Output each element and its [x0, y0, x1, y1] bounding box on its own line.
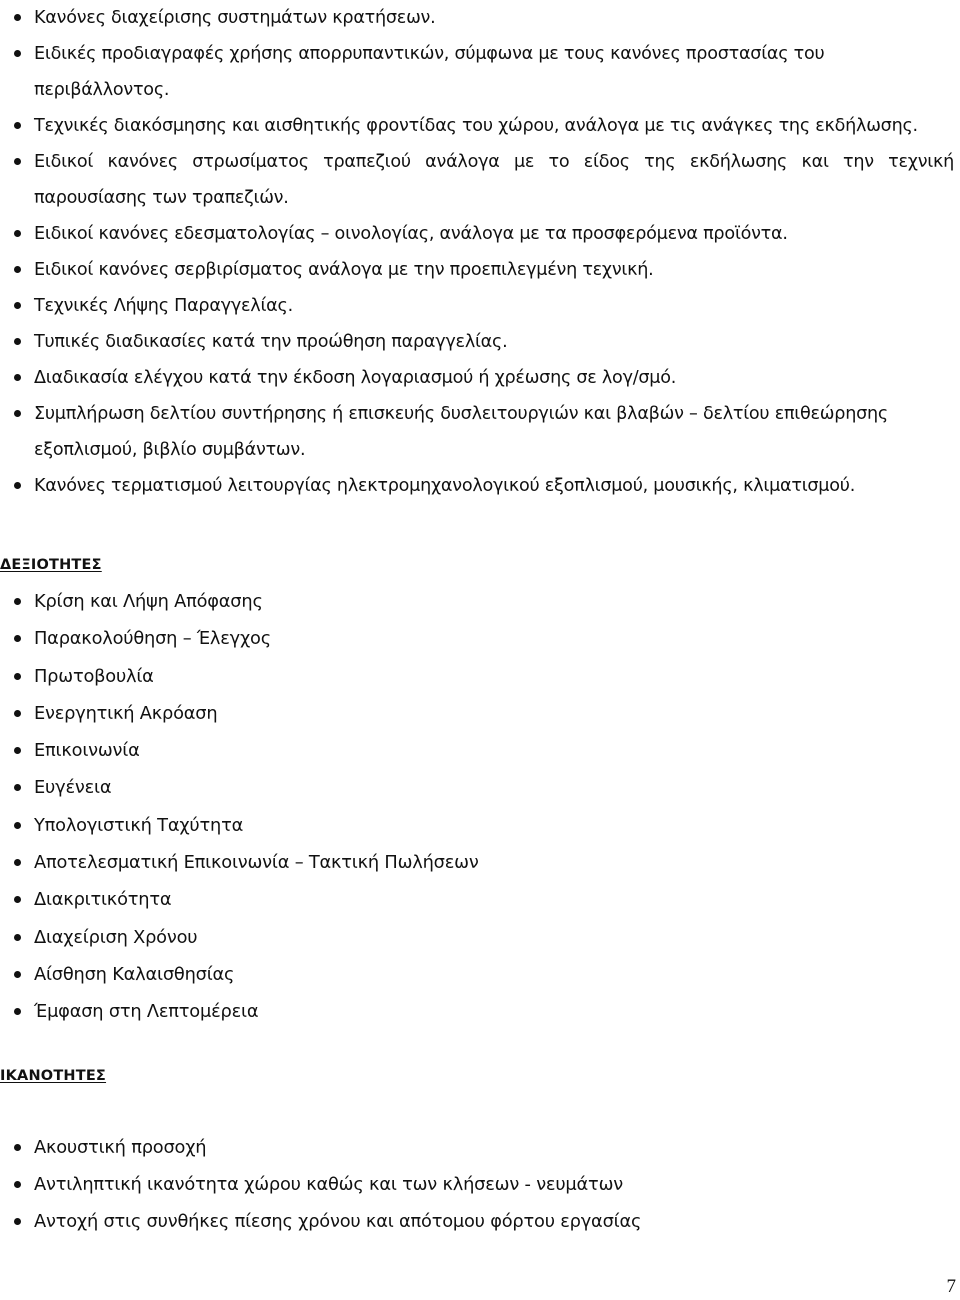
bullet-icon: [14, 230, 21, 237]
list-item-text: Ειδικοί κανόνες εδεσματολογίας – οινολογίας, ανάλογα με τα προσφερόμενα προϊόντα.: [34, 224, 788, 244]
list-item: [0, 620, 960, 657]
list-item: [0, 216, 960, 252]
list-item-text: Τεχνικές Λήψης Παραγγελίας.: [34, 296, 293, 316]
list-item-text: Παρακολούθηση – Έλεγχος: [34, 628, 271, 650]
list-item-text: Τεχνικές διακόσμησης και αισθητικής φροντίδας του χώρου, ανάλογα με τις ανάγκες της εκδήλωσης.: [34, 116, 918, 136]
bullet-icon: [14, 158, 21, 165]
list-item-text: Τυπικές διαδικασίες κατά την προώθηση παραγγελίας.: [34, 332, 508, 352]
list-item: [0, 468, 960, 504]
list-item-text: Διαδικασία ελέγχου κατά την έκδοση λογαριασμού ή χρέωσης σε λογ/σμό.: [34, 368, 677, 388]
bullet-icon: [14, 859, 21, 866]
list-item: [0, 36, 960, 108]
abilities-heading: ΙΚΑΝΟΤΗΤΕΣ: [0, 1068, 107, 1084]
bullet-icon: [14, 747, 21, 754]
bullet-icon: [14, 50, 21, 57]
list-item: [0, 658, 960, 695]
skills-heading: ΔΕΞΙΟΤΗΤΕΣ: [0, 557, 102, 573]
list-item: [0, 732, 960, 769]
bullet-icon: [14, 338, 21, 345]
list-item: [0, 0, 960, 36]
bullet-icon: [14, 822, 21, 829]
list-item-text: Αντιληπτική ικανότητα χώρου καθώς και των κλήσεων - νευμάτων: [34, 1174, 623, 1195]
list-item-text: Διαχείριση Χρόνου: [34, 926, 198, 948]
bullet-icon: [14, 934, 21, 941]
bullet-icon: [14, 266, 21, 273]
bullet-icon: [14, 122, 21, 129]
list-item: [0, 1203, 960, 1240]
list-item-text: Έμφαση στη Λεπτομέρεια: [34, 1001, 259, 1023]
bullet-icon: [14, 896, 21, 903]
bullet-icon: [14, 374, 21, 381]
list-item-text: Αποτελεσματική Επικοινωνία – Τακτική Πωλήσεων: [34, 852, 479, 874]
list-item-text: Διακριτικότητα: [34, 889, 172, 911]
bullet-icon: [14, 1181, 21, 1188]
list-item-text: Επικοινωνία: [34, 740, 140, 762]
bullet-icon: [14, 598, 21, 605]
bullet-icon: [14, 1008, 21, 1015]
list-item-text: Ακουστική προσοχή: [34, 1137, 207, 1158]
bullet-icon: [14, 635, 21, 642]
list-item-text: Υπολογιστική Ταχύτητα: [34, 814, 244, 836]
list-item: [0, 919, 960, 956]
list-item: [0, 108, 960, 144]
bullet-icon: [14, 971, 21, 978]
bullet-icon: [14, 410, 21, 417]
abilities-list: [0, 1129, 960, 1240]
list-item-text: Ενεργητική Ακρόαση: [34, 702, 218, 724]
list-item: [0, 1166, 960, 1203]
list-item: [0, 396, 960, 468]
page-number: 7: [946, 1276, 956, 1297]
list-item: [0, 993, 960, 1030]
bullet-icon: [14, 673, 21, 680]
list-item: [0, 1129, 960, 1166]
list-item-text: Αίσθηση Καλαισθησίας: [34, 963, 235, 985]
list-item: [0, 769, 960, 806]
list-item: [0, 144, 960, 216]
skills-list: [0, 583, 960, 1031]
list-item-text: Ειδικοί κανόνες σερβιρίσματος ανάλογα με την προεπιλεγμένη τεχνική.: [34, 260, 654, 280]
bullet-icon: [14, 1144, 21, 1151]
list-item: [0, 881, 960, 918]
list-item-text: Ειδικές προδιαγραφές χρήσης απορρυπαντικών, σύμφωνα με τους κανόνες προστασίας του περιβάλλοντος.: [34, 44, 825, 100]
list-item-text: Αντοχή στις συνθήκες πίεσης χρόνου και απότομου φόρτου εργασίας: [34, 1211, 642, 1232]
list-item: [0, 288, 960, 324]
list-item-text: Ειδικοί κανόνες στρωσίματος τραπεζιού ανάλογα με το είδος της εκδήλωσης και την τεχνική παρουσίασης των τραπεζιών.: [34, 152, 954, 208]
bullet-icon: [14, 784, 21, 791]
list-item: [0, 360, 960, 396]
bullet-icon: [14, 482, 21, 489]
list-item: [0, 956, 960, 993]
list-item-text: Κανόνες τερματισμού λειτουργίας ηλεκτρομηχανολογικού εξοπλισμού, μουσικής, κλιματισμού.: [34, 476, 856, 496]
list-item: [0, 252, 960, 288]
bullet-icon: [14, 14, 21, 21]
list-item: [0, 695, 960, 732]
list-item: [0, 844, 960, 881]
list-item-text: Πρωτοβουλία: [34, 665, 154, 687]
list-item-text: Κρίση και Λήψη Απόφασης: [34, 591, 263, 612]
list-item-text: Κανόνες διαχείρισης συστημάτων κρατήσεων.: [34, 8, 436, 28]
list-item: [0, 807, 960, 844]
bullet-icon: [14, 1218, 21, 1225]
list-item-text: Ευγένεια: [34, 777, 112, 799]
bullet-icon: [14, 710, 21, 717]
bullet-icon: [14, 302, 21, 309]
knowledge-list: [0, 0, 960, 504]
list-item-text: Συμπλήρωση δελτίου συντήρησης ή επισκευής δυσλειτουργιών και βλαβών – δελτίου επιθεώρησης εξοπλισμού, βιβλίο συμβάντων.: [34, 404, 888, 460]
list-item: [0, 583, 960, 620]
list-item: [0, 324, 960, 360]
